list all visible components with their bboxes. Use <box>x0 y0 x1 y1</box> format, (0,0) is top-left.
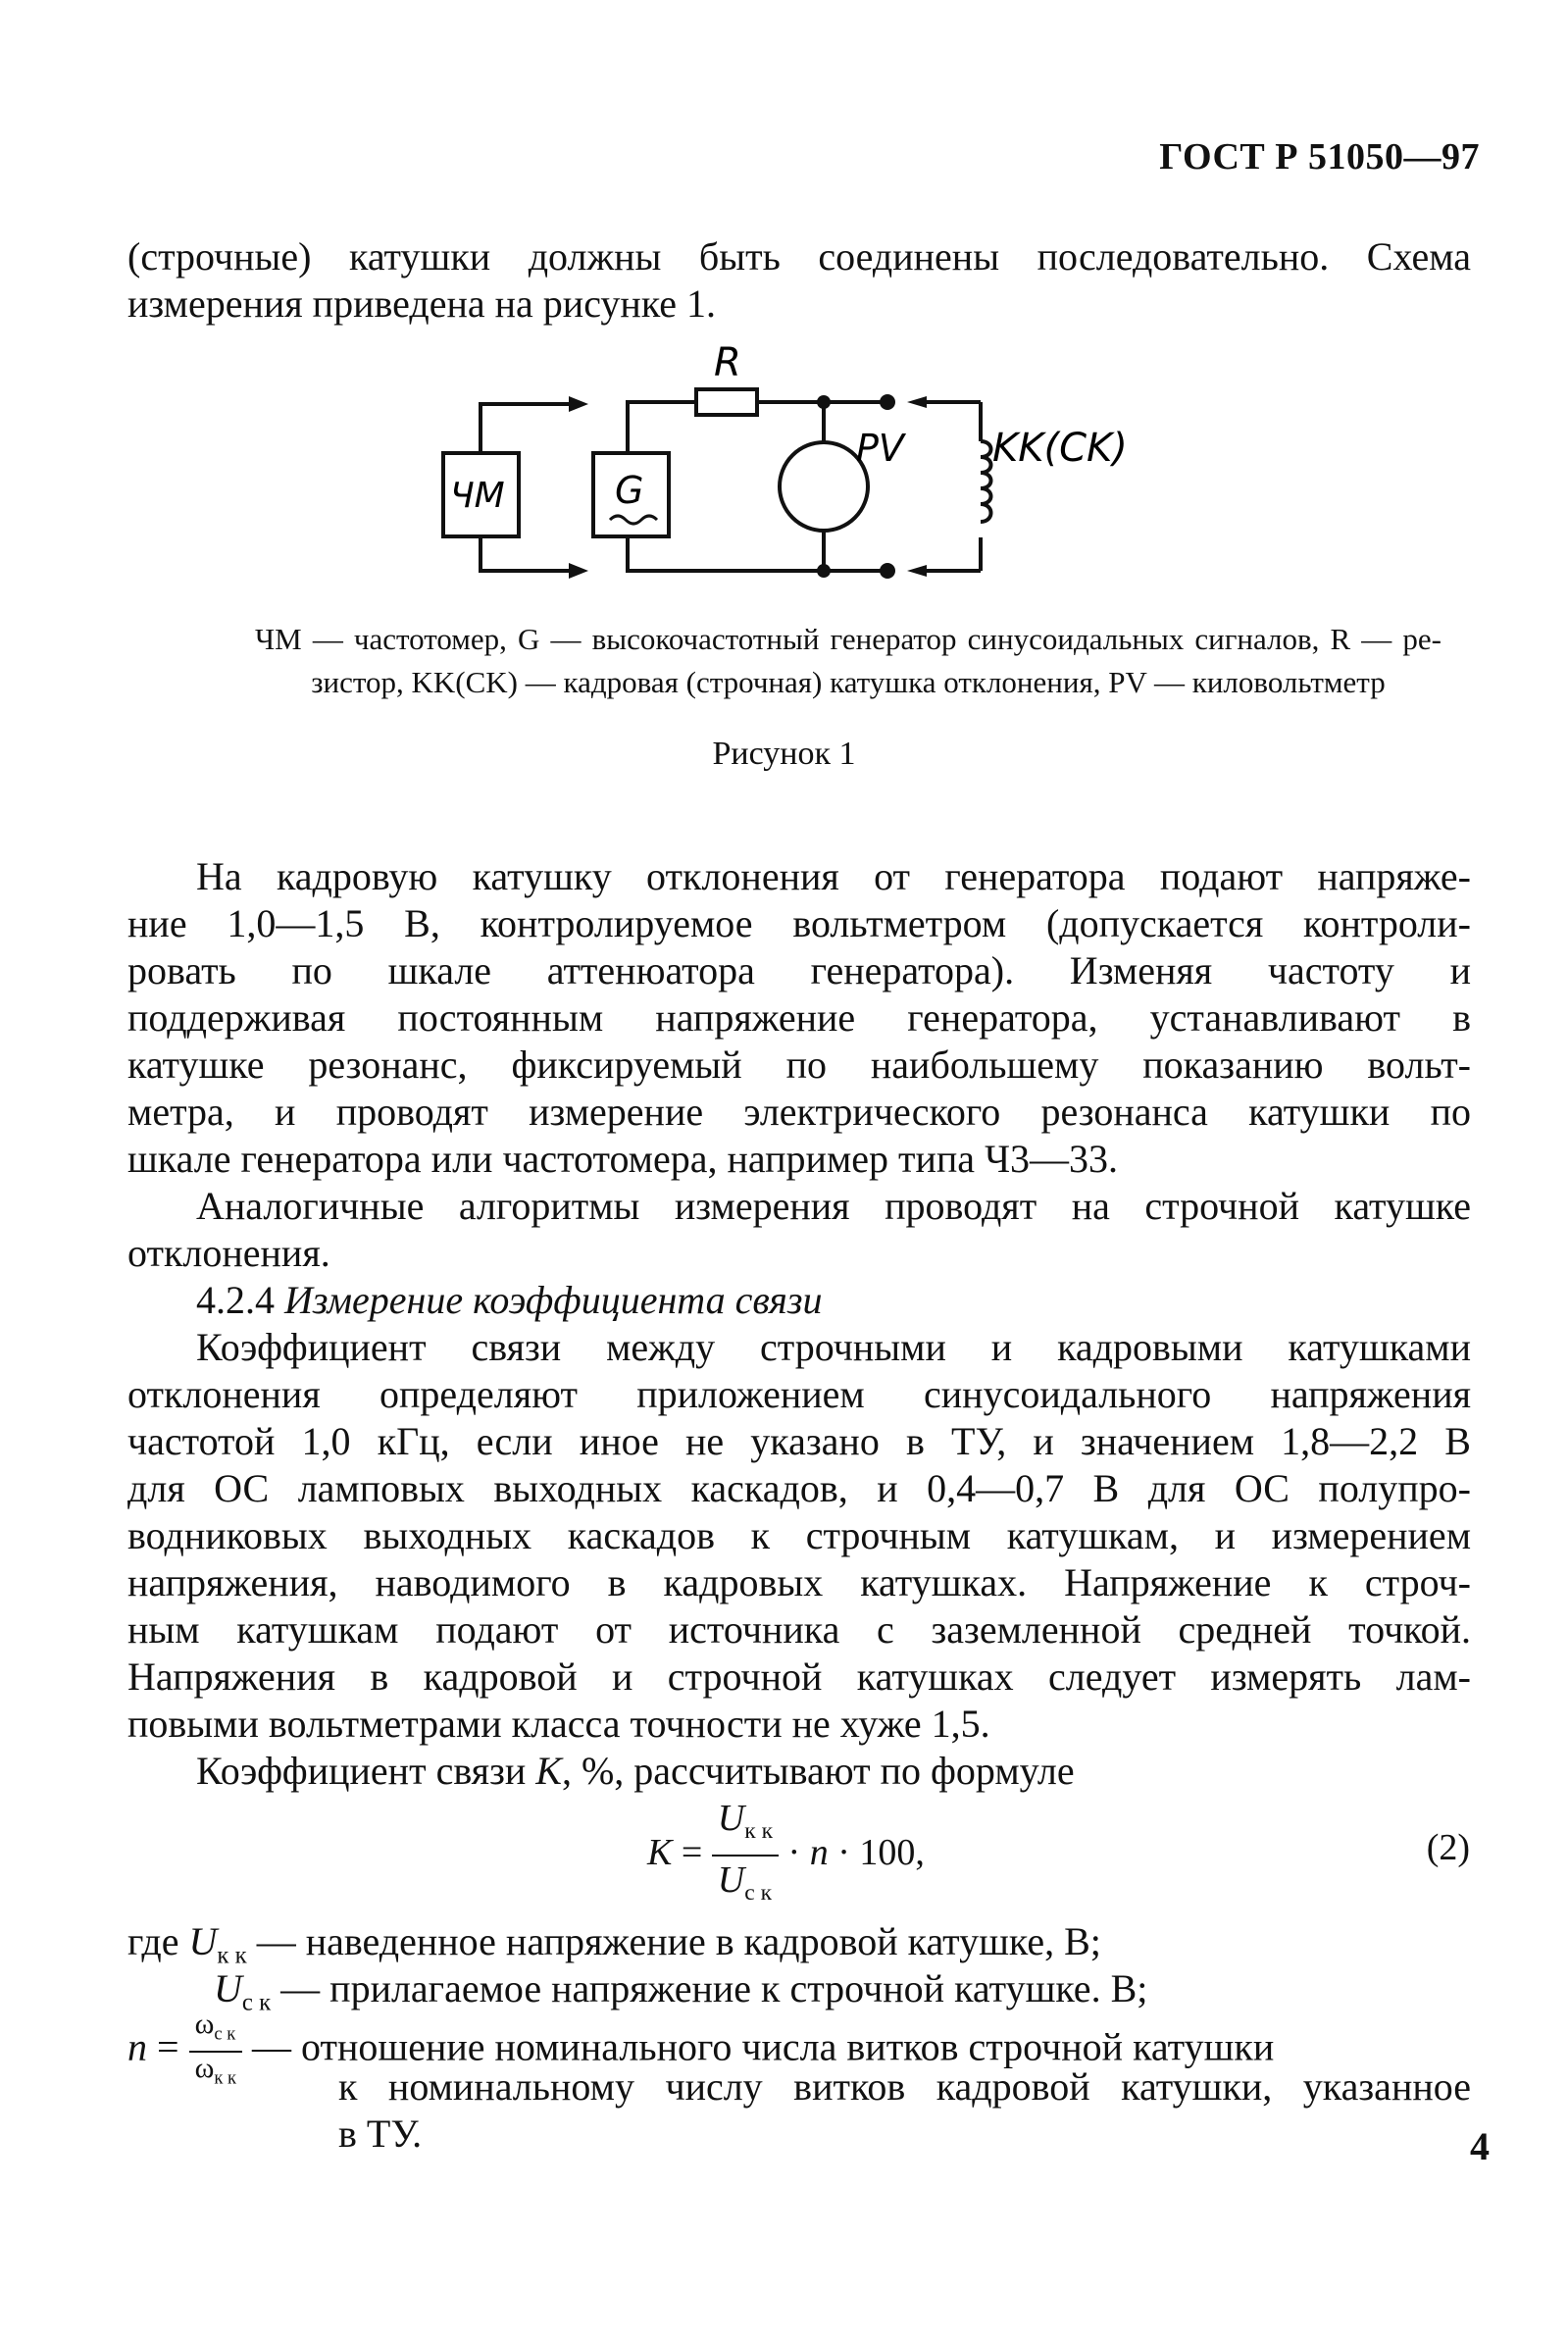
numerator-sub: к к <box>744 1818 774 1845</box>
text-fragment: Коэффициент связи <box>196 1749 527 1793</box>
text-line: На кадровую катушку отклонения от генератора подают напряже- <box>196 854 1471 898</box>
n-variable: n <box>809 1831 829 1873</box>
formula-2 <box>647 1795 925 1916</box>
omega-num-sub: с к <box>214 2023 236 2045</box>
text-line: ние 1,0—1,5 В, контролируемое вольтметром (допускается контроли- <box>127 901 1471 945</box>
u-ck-sub: с к <box>241 1989 272 2016</box>
caption-line: ЧМ — частотомер, G — высокочастотный генератор синусоидальных сигналов, R — ре- <box>255 622 1442 656</box>
n-description: — отношение номинального числа витков строчной катушки <box>252 2024 1275 2069</box>
text-line: в ТУ. <box>338 2111 423 2156</box>
section-title: Измерение коэффициента связи <box>284 1278 823 1322</box>
text-line: частотой 1,0 кГц, если иное не указано в ТУ, и значением 1,8—2,2 В <box>127 1419 1471 1463</box>
voltmeter-circle <box>780 442 868 531</box>
intro-line: (строчные) катушки должны быть соединены последовательно. Схема <box>127 234 1471 279</box>
intro-line: измерения приведена на рисунке 1. <box>127 281 717 326</box>
u-kk-description: — наведенное напряжение в кадровой катушке, В; <box>256 1919 1101 1963</box>
sine-symbol <box>610 516 657 524</box>
arrow-icon <box>907 565 927 577</box>
dot-operator: · <box>837 1831 850 1873</box>
variable-k: K <box>535 1749 562 1793</box>
text-line: отклонения определяют приложением синусоидального напряжения <box>127 1372 1471 1416</box>
measurement-circuit-diagram <box>0 324 1568 588</box>
turns-ratio-fraction <box>189 2009 242 2094</box>
text-line: Аналогичные алгоритмы измерения проводят на строчной катушке <box>196 1184 1471 1228</box>
text-line: напряжения, наводимого в кадровых катушках. Напряжение к строч- <box>127 1560 1471 1604</box>
formula-lhs: K <box>647 1831 673 1873</box>
text-line: Напряжения в кадровой и строчной катушках следует измерять лам- <box>127 1654 1471 1699</box>
text-line: Коэффициент связи между строчными и кадровыми катушками <box>196 1325 1471 1369</box>
omega-den-sub: к к <box>214 2067 237 2088</box>
page-number: 4 <box>1470 2124 1490 2168</box>
figure-caption <box>255 618 1442 704</box>
text-line: метра, и проводят измерение электрического резонанса катушки по <box>127 1090 1471 1134</box>
text-line: ровать по шкале аттенюатора генератора). Изменяя частоту и <box>127 948 1471 992</box>
section-number: 4.2.4 <box>196 1278 275 1322</box>
terminal-node <box>880 563 895 579</box>
formula-number: (2) <box>1426 1827 1470 1868</box>
paragraph-4 <box>196 1748 1075 1795</box>
text-line: ным катушкам подают от источника с заземленной средней точкой. <box>127 1607 1471 1652</box>
u-symbol: U <box>188 1919 218 1963</box>
u-ck-description: — прилагаемое напряжение к строчной катушке. В; <box>280 1966 1148 2010</box>
generator-label: G <box>615 469 644 512</box>
voltmeter-label: PV <box>856 427 904 470</box>
n-symbol: n <box>127 2024 147 2069</box>
dot-operator: · <box>787 1831 801 1873</box>
resistor-label: R <box>714 340 741 385</box>
definition-n-continued <box>338 2063 1471 2158</box>
u-symbol: U <box>214 1966 242 2010</box>
section-heading <box>196 1277 822 1324</box>
freq-meter-label: ЧМ <box>450 476 505 516</box>
omega-symbol: ω <box>194 2051 215 2084</box>
numerator-var: U <box>717 1798 745 1839</box>
figure-title: Рисунок 1 <box>712 736 856 772</box>
coil-label: KK(CK) <box>992 426 1128 471</box>
resistor <box>696 389 757 415</box>
paragraph-1 <box>127 853 1471 1183</box>
paragraph-2 <box>127 1183 1471 1277</box>
denominator-var: U <box>717 1859 745 1902</box>
denominator-sub: с к <box>744 1880 773 1907</box>
text-line: катушке резонанс, фиксируемый по наибольшему показанию вольт- <box>127 1043 1471 1087</box>
equals-sign: = <box>157 2024 179 2069</box>
paragraph-3 <box>127 1324 1471 1748</box>
caption-line: зистор, KK(CK) — кадровая (строчная) катушка отклонения, PV — киловольтметр <box>311 665 1386 699</box>
text-line: для ОС ламповых выходных каскадов, и 0,4—0,7 В для ОС полупро- <box>127 1466 1471 1510</box>
text-line: к номинальному числу витков кадровой катушки, указанное <box>338 2064 1471 2109</box>
text-line: водниковых выходных каскадов к строчным катушкам, и измерением <box>127 1513 1471 1557</box>
voltage-ratio-fraction <box>712 1795 779 1916</box>
junction-node <box>817 395 831 409</box>
document-id: ГОСТ Р 51050—97 <box>1159 136 1480 178</box>
text-fragment: , %, рассчитывают по формуле <box>561 1749 1075 1793</box>
arrow-icon <box>569 563 588 579</box>
u-kk-sub: к к <box>217 1942 247 1969</box>
text-line: отклонения. <box>127 1231 330 1275</box>
where-lead: где <box>127 1919 179 1963</box>
text-line: повыми вольтметрами класса точности не хуже 1,5. <box>127 1702 990 1746</box>
omega-symbol: ω <box>194 2008 215 2040</box>
arrow-icon <box>907 396 927 408</box>
junction-node <box>817 564 831 578</box>
text-line: поддерживая постоянным напряжение генератора, устанавливают в <box>127 995 1471 1040</box>
intro-paragraph <box>127 233 1471 328</box>
arrow-icon <box>569 396 588 412</box>
equals-sign: = <box>681 1831 703 1873</box>
multiplier: 100, <box>859 1831 925 1873</box>
text-line: шкале генератора или частотомера, например типа Ч3—33. <box>127 1137 1119 1181</box>
coil-winding <box>981 441 991 522</box>
terminal-node <box>880 394 895 410</box>
